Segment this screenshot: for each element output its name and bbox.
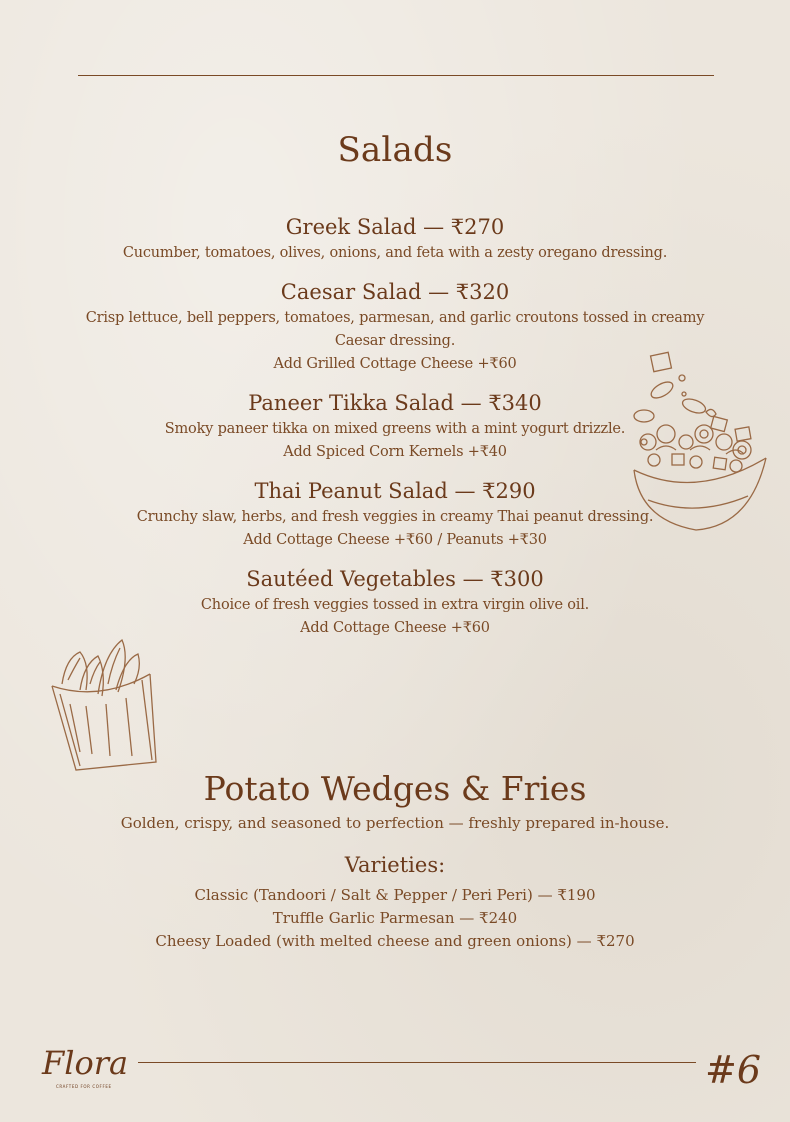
menu-item-description: Smoky paneer tikka on mixed greens with a mint yogurt drizzle. <box>164 421 626 437</box>
menu-item-name: Caesar Salad — ₹320 <box>280 280 510 304</box>
varieties-title: Varieties: <box>344 853 446 877</box>
top-divider <box>78 75 714 76</box>
menu-item-description: Caesar dressing. <box>334 333 456 349</box>
menu-item-name: Greek Salad — ₹270 <box>285 215 505 239</box>
page-number: #6 <box>705 1048 762 1092</box>
variety-item: Classic (Tandoori / Salt & Pepper / Peri Peri) — ₹190 <box>194 886 596 904</box>
menu-item-description: Choice of fresh veggies tossed in extra virgin olive oil. <box>200 597 590 613</box>
bottom-divider <box>138 1062 696 1063</box>
salad-bowl-illustration <box>626 350 772 546</box>
menu-item-addon: Add Spiced Corn Kernels +₹40 <box>283 444 507 460</box>
variety-item: Truffle Garlic Parmesan — ₹240 <box>272 909 518 927</box>
fries-cone-illustration <box>46 634 162 774</box>
wedges-description: Golden, crispy, and seasoned to perfection — freshly prepared in-house. <box>120 814 670 832</box>
menu-item-addon: Add Cottage Cheese +₹60 <box>300 620 490 636</box>
menu-item <box>40 212 750 265</box>
menu-item <box>40 564 750 640</box>
menu-item-description: Crisp lettuce, bell peppers, tomatoes, parmesan, and garlic croutons tossed in creamy <box>85 310 705 326</box>
menu-item-description: Crunchy slaw, herbs, and fresh veggies in creamy Thai peanut dressing. <box>136 509 654 525</box>
salads-title: Salads <box>337 130 453 170</box>
flora-logo <box>38 1036 130 1094</box>
menu-item-addon: Add Grilled Cottage Cheese +₹60 <box>273 356 517 372</box>
variety-item: Cheesy Loaded (with melted cheese and green onions) — ₹270 <box>155 932 635 950</box>
menu-item-name: Paneer Tikka Salad — ₹340 <box>248 391 542 415</box>
logo-text: Flora <box>42 1044 129 1082</box>
menu-item-name: Sautéed Vegetables — ₹300 <box>246 567 544 591</box>
logo-tagline: CRAFTED FOR COFFEE <box>56 1084 112 1089</box>
varieties-list <box>0 884 790 953</box>
menu-item-description: Cucumber, tomatoes, olives, onions, and feta with a zesty oregano dressing. <box>122 245 668 261</box>
wedges-title: Potato Wedges & Fries <box>203 769 587 808</box>
menu-item-name: Thai Peanut Salad — ₹290 <box>254 479 536 503</box>
menu-item-addon: Add Cottage Cheese +₹60 / Peanuts +₹30 <box>243 532 547 548</box>
